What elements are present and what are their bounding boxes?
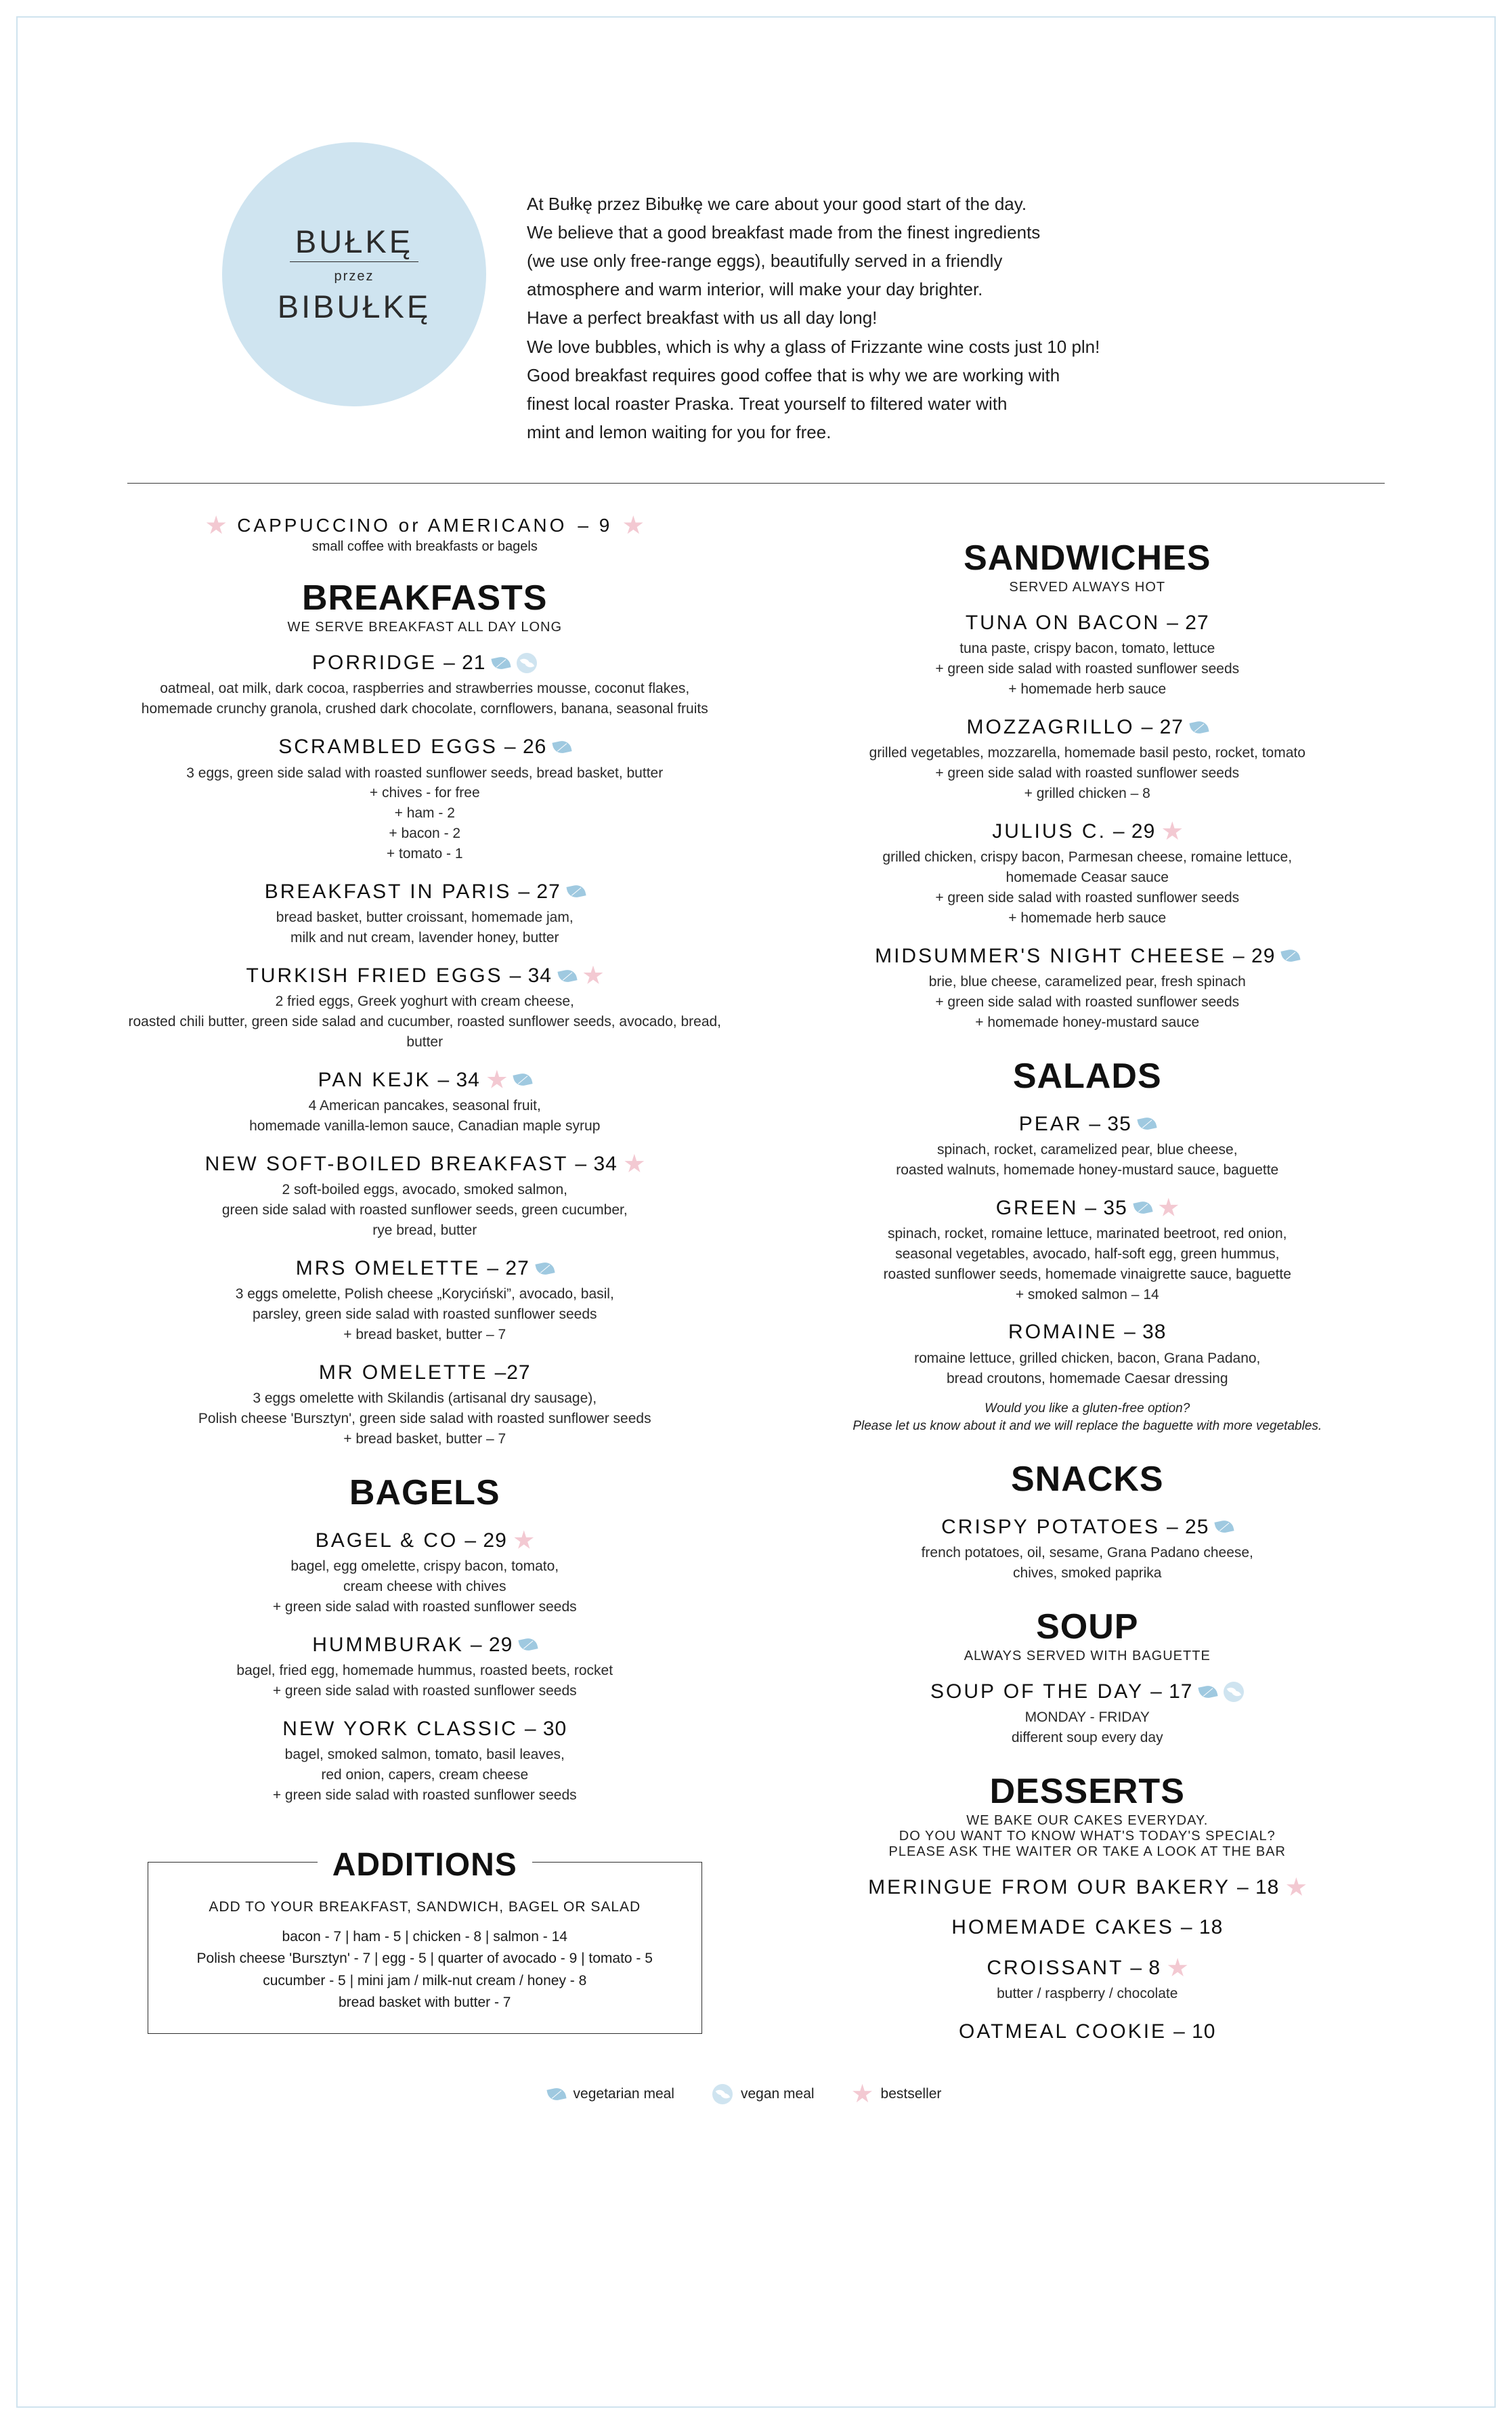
menu-item-name: ROMAINE	[1008, 1321, 1118, 1344]
menu-item	[127, 650, 722, 719]
menu-item-description-line: homemade Ceasar sauce	[1006, 870, 1169, 886]
menu-item-description-line: + green side salad with roasted sunflower seeds	[272, 1598, 577, 1615]
menu-item-name: PORRIDGE	[312, 651, 437, 674]
gluten-free-note-line: Would you like a gluten-free option?	[985, 1401, 1190, 1416]
menu-item	[127, 734, 722, 864]
menu-item-description-line: + green side salad with roasted sunflower seeds	[272, 1682, 577, 1699]
menu-item-title-row	[127, 1716, 722, 1742]
menu-item-title-row	[127, 1151, 722, 1177]
menu-item-name: HOMEMADE CAKES	[951, 1916, 1174, 1939]
menu-columns	[100, 515, 1412, 2045]
menu-item-description	[127, 1388, 722, 1449]
menu-item-description-line: + chives - for free	[369, 785, 480, 801]
menu-item-description-line: roasted walnuts, homemade honey-mustard sauce, baguette	[896, 1162, 1279, 1178]
menu-item-title-row	[790, 1111, 1385, 1137]
menu-item-description-line: + green side salad with roasted sunflower seeds	[272, 1787, 577, 1803]
menu-item-description-line: spinach, rocket, caramelized pear, blue cheese,	[936, 1142, 1238, 1158]
menu-item-price: – 27	[1167, 611, 1209, 634]
menu-item-description-line: + green side salad with roasted sunflower seeds	[935, 765, 1240, 782]
leaf-icon	[492, 655, 511, 671]
star-icon	[1167, 1958, 1188, 1978]
section-sandwiches-title: SANDWICHES	[964, 538, 1211, 578]
menu-item	[790, 1679, 1385, 1748]
menu-item-price: – 27	[487, 1256, 530, 1279]
menu-item-description-line: MONDAY - FRIDAY	[1024, 1709, 1150, 1726]
menu-item-price: – 21	[444, 651, 486, 674]
menu-item-name: JULIUS C.	[992, 820, 1106, 843]
menu-item	[127, 1528, 722, 1617]
star-icon	[624, 1154, 645, 1174]
menu-item-description-line: homemade vanilla-lemon sauce, Canadian maple syrup	[249, 1118, 601, 1134]
menu-item-title-row	[127, 650, 722, 676]
menu-item-name: TUNA ON BACON	[965, 611, 1161, 634]
menu-item	[127, 1256, 722, 1345]
section-bagels-title: BAGELS	[349, 1472, 500, 1512]
menu-item-description-line: + ham - 2	[394, 805, 455, 822]
vegan-icon	[712, 2084, 733, 2104]
menu-item-description-line: butter / raspberry / chocolate	[997, 1986, 1178, 2002]
menu-item-title-row	[790, 1915, 1385, 1940]
menu-item-description-line: + green side salad with roasted sunflower seeds	[935, 889, 1240, 906]
menu-item	[790, 2019, 1385, 2045]
leaf-icon	[1215, 1519, 1234, 1535]
menu-item-description-line: romaine lettuce, grilled chicken, bacon, Grana Padano,	[914, 1350, 1261, 1366]
menu-item	[127, 1716, 722, 1806]
menu-item-description-line: Polish cheese 'Bursztyn', green side salad with roasted sunflower seeds	[198, 1411, 651, 1427]
intro-line: Good breakfast requires good coffee that is why we are working with	[527, 364, 1060, 385]
menu-item-title-row	[790, 1679, 1385, 1705]
leaf-icon	[557, 968, 577, 983]
menu-item-description-line: tuna paste, crispy bacon, tomato, lettuce	[959, 641, 1215, 657]
section-soup-subtitle: ALWAYS SERVED WITH BAGUETTE	[964, 1648, 1211, 1663]
menu-item-description	[790, 1984, 1385, 2004]
intro-line: finest local roaster Praska. Treat yourself to filtered water with	[527, 393, 1008, 414]
leaf-icon	[1198, 1684, 1218, 1699]
leaf-icon	[1137, 1116, 1157, 1132]
star-icon	[1286, 1877, 1306, 1898]
intro-line: Have a perfect breakfast with us all day long!	[527, 307, 878, 328]
menu-item-description-line: + smoked salmon – 14	[1015, 1286, 1159, 1302]
menu-item-title-row	[127, 1067, 722, 1093]
menu-item-description-line: grilled vegetables, mozzarella, homemade basil pesto, rocket, tomato	[869, 745, 1305, 761]
menu-item-name: MRS OMELETTE	[295, 1256, 481, 1279]
menu-item-description-line: cream cheese with chives	[343, 1578, 506, 1594]
additions-line: bacon - 7 | ham - 5 | chicken - 8 | salmon - 14	[282, 1928, 567, 1944]
logo-divider	[290, 261, 418, 262]
menu-item-description	[790, 972, 1385, 1032]
menu-item-price: – 38	[1124, 1321, 1167, 1344]
menu-item-description	[127, 1284, 722, 1344]
menu-item-name: SCRAMBLED EGGS	[278, 736, 498, 759]
intro-line: We love bubbles, which is why a glass of Frizzante wine costs just 10 pln!	[527, 336, 1100, 357]
menu-item	[790, 1915, 1385, 1940]
star-icon	[514, 1530, 534, 1550]
salads-items	[790, 1111, 1385, 1389]
intro-line: We believe that a good breakfast made from the finest ingredients	[527, 222, 1041, 243]
menu-item	[790, 1111, 1385, 1181]
menu-item-title-row	[127, 1632, 722, 1658]
gluten-free-note	[790, 1400, 1385, 1436]
menu-item-name: PAN KEJK	[318, 1068, 431, 1091]
star-icon	[623, 515, 643, 536]
logo	[222, 142, 486, 406]
logo-line-mid: przez	[334, 269, 374, 284]
menu-item-price: – 35	[1085, 1196, 1127, 1219]
menu-item-description-line: oatmeal, oat milk, dark cocoa, raspberries and strawberries mousse, coconut flakes, homemade crunchy granola, crushed dark chocolate, cornflowers, banana, seasonal fruits	[141, 681, 708, 717]
menu-item-description	[127, 763, 722, 864]
menu-item-title-row	[127, 1528, 722, 1554]
leaf-icon	[519, 1637, 538, 1653]
legend	[100, 2084, 1412, 2104]
menu-item-description-line: seasonal vegetables, avocado, half-soft egg, green hummus,	[895, 1246, 1280, 1262]
left-column	[100, 515, 743, 2045]
menu-item-title-row	[790, 715, 1385, 740]
menu-item-description-line: roasted sunflower seeds, homemade vinaigrette sauce, baguette	[883, 1266, 1291, 1282]
menu-item-description	[127, 679, 722, 719]
menu-item-description-line: french potatoes, oil, sesame, Grana Padano cheese,	[921, 1545, 1253, 1561]
coffee-promo-title: CAPPUCCINO or AMERICANO	[237, 514, 567, 536]
menu-item-price: – 10	[1173, 2020, 1216, 2043]
menu-item	[790, 1955, 1385, 2004]
additions-box	[148, 1862, 702, 2034]
menu-item-title-row	[790, 1195, 1385, 1221]
menu-item-description-line: brie, blue cheese, caramelized pear, fresh spinach	[928, 974, 1246, 990]
menu-item-price: – 8	[1130, 1956, 1161, 1979]
star-icon	[206, 515, 226, 536]
menu-item-price: – 25	[1166, 1515, 1209, 1538]
menu-item-name: NEW SOFT-BOILED BREAKFAST	[204, 1152, 569, 1175]
leaf-icon	[513, 1072, 532, 1088]
leaf-icon	[1189, 719, 1209, 735]
star-icon	[852, 2084, 873, 2104]
right-column	[770, 515, 1412, 2045]
menu-item-price: – 35	[1089, 1112, 1131, 1135]
additions-list	[169, 1926, 681, 2014]
menu-item	[790, 1875, 1385, 1900]
menu-item-description-line: chives, smoked paprika	[1013, 1565, 1162, 1581]
menu-item-description	[790, 1140, 1385, 1181]
legend-item	[548, 2086, 674, 2102]
menu-item-description-line: green side salad with roasted sunflower seeds, green cucumber,	[221, 1202, 628, 1218]
menu-item-description	[127, 1096, 722, 1136]
menu-item-description-line: 3 eggs omelette with Skilandis (artisanal dry sausage),	[253, 1390, 597, 1407]
vegan-icon	[517, 653, 537, 673]
intro-line: atmosphere and warm interior, will make your day brighter.	[527, 279, 983, 300]
menu-item-description-line: 2 fried eggs, Greek yoghurt with cream cheese,	[275, 994, 574, 1010]
menu-item-title-row	[790, 819, 1385, 845]
leaf-icon	[546, 2086, 566, 2102]
menu-item	[790, 610, 1385, 700]
menu-item-description-line: parsley, green side salad with roasted sunflower seeds	[252, 1306, 597, 1323]
menu-item-description	[790, 1224, 1385, 1304]
menu-item-name: MR OMELETTE	[318, 1361, 488, 1384]
menu-item-description-line: + homemade herb sauce	[1008, 910, 1167, 926]
legend-item	[712, 2084, 815, 2104]
additions-line: cucumber - 5 | mini jam / milk-nut cream / honey - 8	[263, 1972, 587, 1989]
menu-item-description-line: + bread basket, butter – 7	[343, 1430, 506, 1447]
menu-item-name: MOZZAGRILLO	[966, 715, 1135, 738]
menu-item-title-row	[790, 943, 1385, 969]
intro-line: (we use only free-range eggs), beautifully served in a friendly	[527, 251, 1003, 272]
additions-title: ADDITIONS	[318, 1846, 532, 1884]
menu-item	[790, 1319, 1385, 1388]
section-desserts-title: DESSERTS	[989, 1771, 1185, 1811]
menu-item-title-row	[127, 1256, 722, 1281]
menu-item-name: OATMEAL COOKIE	[959, 2020, 1167, 2043]
desserts-subtitle-line: DO YOU WANT TO KNOW WHAT'S TODAY'S SPECIAL?	[899, 1828, 1276, 1844]
menu-item-title-row	[127, 963, 722, 989]
menu-item-price: – 34	[509, 964, 552, 987]
snacks-items	[790, 1514, 1385, 1583]
additions-line: Polish cheese 'Bursztyn' - 7 | egg - 5 | quarter of avocado - 9 | tomato - 5	[196, 1951, 653, 1967]
menu-item-price: – 29	[465, 1529, 507, 1552]
menu-item-title-row	[127, 734, 722, 760]
menu-item-description	[127, 992, 722, 1052]
menu-item-name: BAGEL & CO	[315, 1529, 458, 1552]
menu-item-description	[790, 1543, 1385, 1583]
menu-item-price: – 18	[1236, 1875, 1280, 1898]
leaf-icon	[1281, 948, 1301, 964]
menu-item-description-line: spinach, rocket, romaine lettuce, marinated beetroot, red onion,	[888, 1226, 1287, 1242]
header-divider	[127, 483, 1385, 484]
menu-item-description	[790, 847, 1385, 928]
menu-item-description-line: 3 eggs omelette, Polish cheese „Koryciński”, avocado, basil,	[235, 1286, 614, 1302]
menu-item-description-line: milk and nut cream, lavender honey, butter	[290, 929, 559, 945]
menu-item	[127, 1151, 722, 1241]
logo-line-2: BIBUŁKĘ	[277, 289, 431, 324]
menu-item-description-line: rye bread, butter	[372, 1222, 477, 1238]
menu-item	[790, 715, 1385, 804]
menu-item-name: NEW YORK CLASSIC	[282, 1717, 518, 1740]
menu-item-description-line: + homemade herb sauce	[1008, 681, 1167, 698]
intro-text	[527, 115, 1100, 446]
leaf-icon	[535, 1260, 555, 1276]
menu-item-name: MIDSUMMER'S NIGHT CHEESE	[875, 944, 1226, 967]
menu-item-title-row	[127, 879, 722, 905]
menu-item-title-row	[790, 1955, 1385, 1981]
leaf-icon	[1133, 1200, 1152, 1216]
menu-item-title-row	[790, 1875, 1385, 1900]
section-snacks-title: SNACKS	[1010, 1459, 1164, 1499]
menu-item-price: – 29	[1233, 944, 1276, 967]
menu-item-description-line: bagel, egg omelette, crispy bacon, tomato,	[290, 1558, 559, 1575]
menu-item	[127, 879, 722, 948]
desserts-subtitle-line: WE BAKE OUR CAKES EVERYDAY.	[966, 1812, 1209, 1828]
menu-item-description-line: bread basket, butter croissant, homemade jam,	[276, 910, 574, 926]
menu-item-price: – 29	[470, 1633, 513, 1656]
menu-item-description	[127, 1661, 722, 1701]
star-icon	[1159, 1197, 1179, 1218]
menu-item-title-row	[127, 1360, 722, 1386]
menu-item-description	[790, 639, 1385, 699]
intro-line: mint and lemon waiting for you for free.	[527, 421, 831, 442]
menu-item-name: CRISPY POTATOES	[941, 1515, 1160, 1538]
menu-item-name: CROISSANT	[987, 1956, 1124, 1979]
menu-item-title-row	[790, 2019, 1385, 2045]
additions-section	[127, 1846, 722, 2034]
menu-item-description-line: + homemade honey-mustard sauce	[975, 1014, 1200, 1030]
menu-item-name: MERINGUE FROM OUR BAKERY	[868, 1875, 1230, 1898]
additions-subtitle: ADD TO YOUR BREAKFAST, SANDWICH, BAGEL OR SALAD	[209, 1898, 641, 1915]
menu-item-description-line: + tomato - 1	[386, 845, 463, 862]
menu-content	[26, 20, 1486, 2131]
menu-item	[127, 1632, 722, 1701]
menu-item	[790, 1195, 1385, 1305]
menu-item-name: TURKISH FRIED EGGS	[246, 964, 503, 987]
menu-item	[127, 1360, 722, 1449]
menu-item-description-line: 4 American pancakes, seasonal fruit,	[308, 1098, 541, 1114]
menu-item-description	[790, 1707, 1385, 1748]
menu-item-price: – 30	[524, 1717, 567, 1740]
coffee-promo-price: – 9	[578, 514, 613, 536]
menu-item-price: – 27	[518, 880, 561, 903]
legend-item	[852, 2084, 942, 2104]
bagels-items	[127, 1528, 722, 1806]
menu-item-description-line: + green side salad with roasted sunflower seeds	[935, 994, 1240, 1010]
breakfasts-items	[127, 650, 722, 1449]
menu-item-price: – 34	[575, 1152, 618, 1175]
menu-item	[127, 963, 722, 1052]
menu-item-description	[127, 908, 722, 948]
menu-item-name: SOUP OF THE DAY	[930, 1680, 1144, 1703]
menu-item-description-line: different soup every day	[1011, 1730, 1163, 1746]
menu-item-price: – 17	[1150, 1680, 1193, 1703]
menu-item	[790, 819, 1385, 929]
additions-line: bread basket with butter - 7	[339, 1995, 511, 2011]
menu-item-title-row	[790, 1319, 1385, 1345]
menu-item-description	[790, 1348, 1385, 1389]
soup-items	[790, 1679, 1385, 1748]
section-salads-title: SALADS	[1012, 1056, 1162, 1096]
menu-item-description	[127, 1745, 722, 1805]
star-icon	[583, 966, 603, 986]
menu-item	[790, 1514, 1385, 1583]
menu-item-price: – 27	[1141, 715, 1184, 738]
menu-item-price: – 26	[504, 736, 547, 759]
menu-item-description-line: 3 eggs, green side salad with roasted sunflower seeds, bread basket, butter	[186, 765, 664, 781]
menu-item-name: HUMMBURAK	[312, 1633, 464, 1656]
menu-item-description-line: + green side salad with roasted sunflower seeds	[935, 661, 1240, 677]
section-desserts-subtitle	[790, 1813, 1385, 1860]
menu-item	[790, 943, 1385, 1033]
star-icon	[1162, 822, 1182, 842]
legend-label: vegetarian meal	[573, 2085, 674, 2102]
menu-item-title-row	[790, 610, 1385, 636]
menu-item-description	[127, 1556, 722, 1617]
menu-header	[100, 68, 1412, 446]
sandwiches-items	[790, 610, 1385, 1033]
menu-item-description-line: bagel, smoked salmon, tomato, basil leaves,	[284, 1747, 565, 1763]
section-soup-title: SOUP	[1036, 1607, 1139, 1646]
menu-item-description-line: 2 soft-boiled eggs, avocado, smoked salmon,	[282, 1182, 567, 1198]
leaf-icon	[566, 884, 586, 899]
menu-item-price: –27	[494, 1361, 531, 1384]
intro-line: At Bułkę przez Bibułkę we care about your good start of the day.	[527, 194, 1027, 214]
menu-item-description-line: bread croutons, homemade Caesar dressing	[946, 1370, 1228, 1386]
menu-item-name: PEAR	[1018, 1112, 1083, 1135]
section-breakfasts-subtitle: WE SERVE BREAKFAST ALL DAY LONG	[287, 619, 563, 635]
menu-item-name: BREAKFAST IN PARIS	[264, 880, 512, 903]
logo-line-1: BUŁKĘ	[295, 223, 414, 259]
legend-label: bestseller	[880, 2085, 942, 2102]
menu-item-description-line: + bread basket, butter – 7	[343, 1326, 506, 1342]
desserts-items	[790, 1875, 1385, 2045]
menu-item-price: – 34	[437, 1068, 480, 1091]
vegan-icon	[1224, 1682, 1244, 1702]
leaf-icon	[553, 739, 572, 754]
section-sandwiches-subtitle: SERVED ALWAYS HOT	[1009, 579, 1166, 595]
menu-item-description-line: + grilled chicken – 8	[1024, 786, 1150, 802]
coffee-promo-subtitle: small coffee with breakfasts or bagels	[311, 538, 538, 554]
section-breakfasts-title: BREAKFASTS	[302, 578, 548, 618]
menu-item-description-line: red onion, capers, cream cheese	[321, 1767, 529, 1783]
menu-item-price: – 18	[1180, 1916, 1224, 1939]
star-icon	[487, 1069, 507, 1090]
menu-item-description-line: + bacon - 2	[389, 826, 461, 842]
coffee-promo	[127, 515, 722, 536]
menu-item-price: – 29	[1113, 820, 1156, 843]
menu-item-description-line: grilled chicken, crispy bacon, Parmesan cheese, romaine lettuce,	[882, 849, 1293, 866]
menu-item-description	[790, 743, 1385, 803]
menu-item-title-row	[790, 1514, 1385, 1540]
legend-label: vegan meal	[740, 2085, 815, 2102]
menu-item-description-line: roasted chili butter, green side salad and cucumber, roasted sunflower seeds, avocado, bread, butter	[128, 1014, 722, 1050]
gluten-free-note-line: Please let us know about it and we will replace the baguette with more vegetables.	[852, 1419, 1322, 1434]
desserts-subtitle-line: PLEASE ASK THE WAITER OR TAKE A LOOK AT THE BAR	[888, 1844, 1286, 1859]
menu-item	[127, 1067, 722, 1136]
menu-item-name: GREEN	[995, 1196, 1079, 1219]
menu-item-description-line: bagel, fried egg, homemade hummus, roasted beets, rocket	[236, 1663, 613, 1679]
menu-item-description	[127, 1180, 722, 1240]
